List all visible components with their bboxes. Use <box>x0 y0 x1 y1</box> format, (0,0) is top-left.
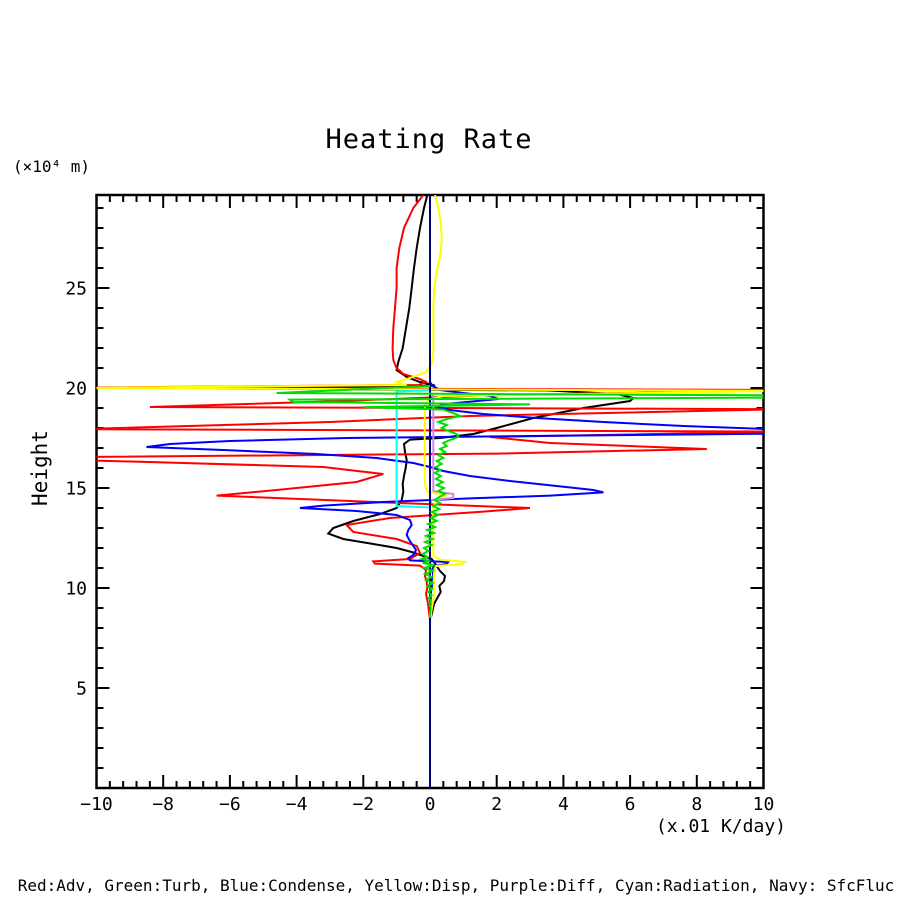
x-tick-label: 10 <box>752 794 775 815</box>
x-tick-label: −10 <box>80 794 113 815</box>
x-tick-label: 2 <box>491 794 503 815</box>
y-axis-unit-label: (×10⁴ m) <box>13 157 91 176</box>
tick-labels <box>65 279 774 816</box>
y-tick-label: 25 <box>65 278 87 300</box>
x-tick-label: −2 <box>352 794 375 815</box>
x-tick-label: −4 <box>285 794 308 815</box>
chart-title: Heating Rate <box>325 124 533 155</box>
x-tick-label: 8 <box>691 794 703 815</box>
x-tick-label: 6 <box>624 794 636 815</box>
x-axis-unit-label: (x.01 K/day) <box>655 816 786 837</box>
series-condense <box>147 382 784 620</box>
x-tick-label: 4 <box>557 794 569 815</box>
x-tick-label: −6 <box>219 794 241 815</box>
y-tick-label: 10 <box>65 578 87 600</box>
y-tick-label: 20 <box>65 378 87 400</box>
legend-caption: Red:Adv, Green:Turb, Blue:Condense, Yellow:Disp, Purple:Diff, Cyan:Radiation, Navy: SfcFluc <box>17 876 895 895</box>
y-tick-label: 15 <box>65 478 87 500</box>
y-axis-title: Height <box>28 430 52 506</box>
series-lines <box>77 195 784 788</box>
y-tick-label: 5 <box>76 678 87 700</box>
x-tick-label: 0 <box>424 794 436 815</box>
chart-generated-content <box>65 195 783 815</box>
x-tick-label: −8 <box>152 794 175 815</box>
